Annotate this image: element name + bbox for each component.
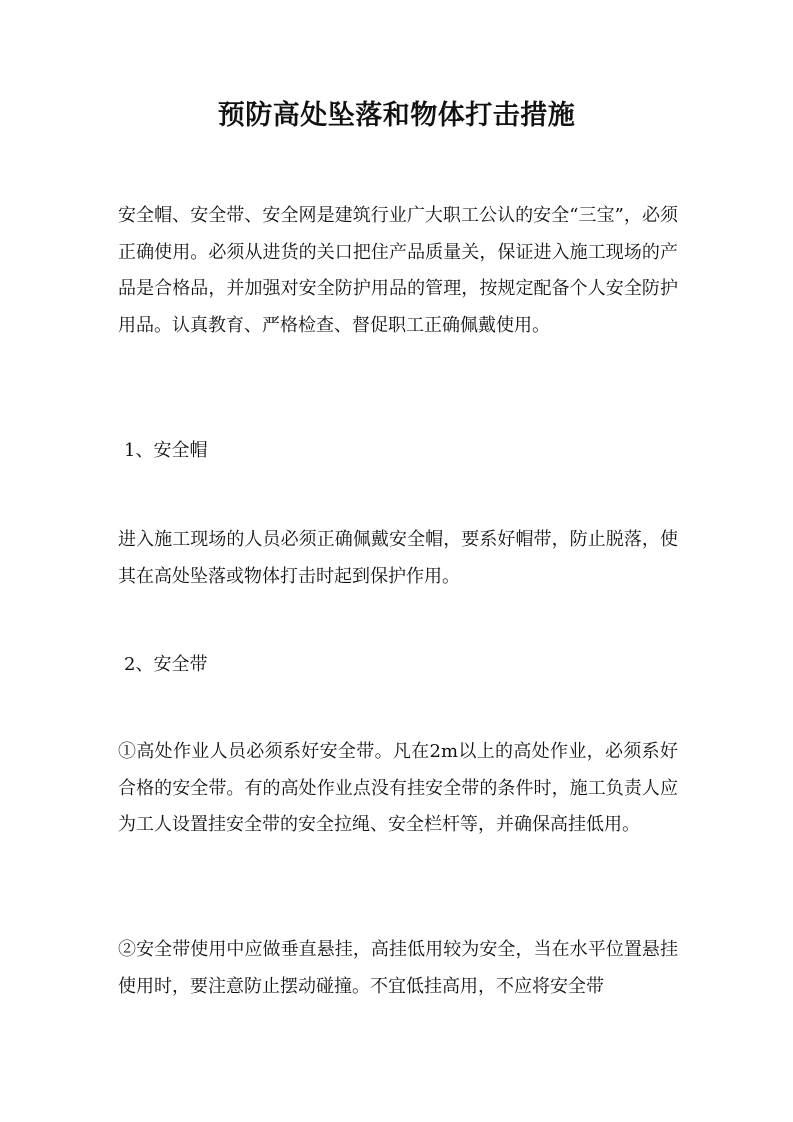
document-title: 预防高处坠落和物体打击措施 xyxy=(217,100,576,131)
intro-paragraph: 安全帽、安全带、安全网是建筑行业广大职工公认的安全“三宝”，必须正确使用。必须从进货的关口把住产品质量关，保证进入施工现场的产品是合格品，并加强对安全防护用品的管理，按规定配备个人安全防护用品。认真教育、严格检查、督促职工正确佩戴使用。 xyxy=(118,205,678,336)
belt-paragraph-1: ①高处作业人员必须系好安全带。凡在2m以上的高处作业，必须系好合格的安全带。有的高处作业点没有挂安全带的条件时，施工负责人应为工人设置挂安全带的安全拉绳、安全栏杆等，并确保高挂低用。 xyxy=(118,741,678,835)
belt-paragraph-2: ②安全带使用中应做垂直悬挂，高挂低用较为安全，当在水平位置悬挂使用时，要注意防止摆动碰撞。不宜低挂高用，不应将安全带 xyxy=(118,939,678,997)
section-heading-helmet: 1、安全帽 xyxy=(124,440,208,461)
section-heading-belt: 2、安全带 xyxy=(124,654,208,675)
helmet-paragraph: 进入施工现场的人员必须正确佩戴安全帽，要系好帽带，防止脱落，使其在高处坠落或物体打击时起到保护作用。 xyxy=(118,529,678,587)
